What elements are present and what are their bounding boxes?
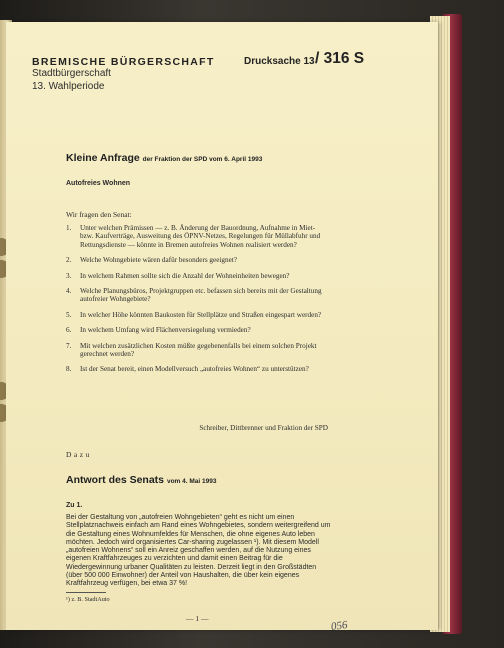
question-item [66,365,328,373]
question-item [66,224,328,249]
question-text: Welche Wohngebiete wären dafür besonders geeignet? [80,256,237,265]
question-item [66,287,328,304]
question-text: Unter welchen Prämissen — z. B. Änderung der Bauordnung, Aufnahme in Miet- bzw. Kaufverträge, Ausweitung des ÖPNV-Netzes, Regelungen für Müllabfuhr und Rettungsdienste — könnte in Bremen autofreies Wohnen realisiert werden? [80,224,321,249]
question-number: 7. [66,341,72,350]
footnote: ¹) z. B. StadtAuto [66,596,110,603]
inquiry-title-main: Kleine Anfrage [66,152,140,164]
question-item [66,272,328,280]
question-number: 6. [66,326,72,335]
dazu-label: Dazu [66,450,92,459]
question-item [66,342,328,359]
election-period: 13. Wahlperiode [32,81,105,92]
answer-section-heading: Zu 1. [66,502,83,509]
question-text: In welchem Umfang wird Flächenversiegelung vermieden? [80,326,251,335]
organization-subtitle: Stadtbürgerschaft [32,68,111,79]
answer-title-main: Antwort des Senats [66,474,165,486]
handwritten-note: 056 [330,618,349,634]
question-item [66,311,328,319]
document-page [6,22,438,634]
footnote-divider [66,592,106,593]
inquiry-intro: Wir fragen den Senat: [66,210,132,219]
organization-name: BREMISCHE BÜRGERSCHAFT [32,56,215,68]
question-item [66,326,328,334]
page-number: — 1 — [186,614,209,623]
question-list [66,224,328,381]
inquiry-subject: Autofreies Wohnen [66,180,131,187]
question-number: 3. [66,271,72,280]
question-item [66,256,328,264]
question-number: 1. [66,224,72,232]
inquiry-title [66,152,262,164]
drucksache-label: Drucksache 13 [244,56,315,67]
question-number: 5. [66,310,72,319]
question-text: In welchem Rahmen sollte sich die Anzahl der Wohneinheiten bewegen? [80,271,290,280]
question-number: 4. [66,287,72,296]
question-text: Ist der Senat bereit, einen Modellversuch „autofreies Wohnen“ zu unterstützen? [80,365,309,374]
question-text: Mit welchen zusätzlichen Kosten müßte gegebenenfalls bei einem solchen Projekt gerechnet werden? [80,341,317,359]
question-text: In welcher Höhe könnten Baukosten für Stellplätze und Straßen eingespart werden? [80,310,322,319]
answer-title-suffix: vom 4. Mai 1993 [166,478,217,485]
answer-text: Bei der Gestaltung von „autofreien Wohngebieten“ geht es nicht um einen Stellplatznachweis einfach am Rand eines Wohngebietes, sondern weitergreifend um die Gestaltung eines Wohnumfeldes für Menschen, die ohne eigenes Auto leben möchten. Jedoch wird organisiertes Car-sharing zugelassen ¹). Mit diesem Modell „autofreien Wohnens“ soll ein Anreiz geschaffen werden, auf die Nutzung eines eigenen Kraftfahrzeuges zu verzichten und damit einen Beitrag für die Wiedergewinnung urbaner Qualitäten zu leisten. Derzeit liegt in den Großstädten (über 500 000 Einwohner) der Anteil von Haushalten, die über kein eigenes Kraftfahrzeug verfügen, bei etwa 37 %! [66,514,331,588]
question-number: 2. [66,256,72,265]
question-text: Welche Planungsbüros, Projektgruppen etc. befassen sich bereits mit der Gestaltung autofreier Wohngebiete? [80,287,322,304]
inquiry-signature: Schreiber, Dittbrenner und Fraktion der SPD [199,424,328,432]
drucksache-number: / 316 S [315,50,365,67]
inquiry-title-suffix: der Fraktion der SPD vom 6. April 1993 [142,156,263,163]
answer-title [66,474,216,486]
question-number: 8. [66,365,72,374]
